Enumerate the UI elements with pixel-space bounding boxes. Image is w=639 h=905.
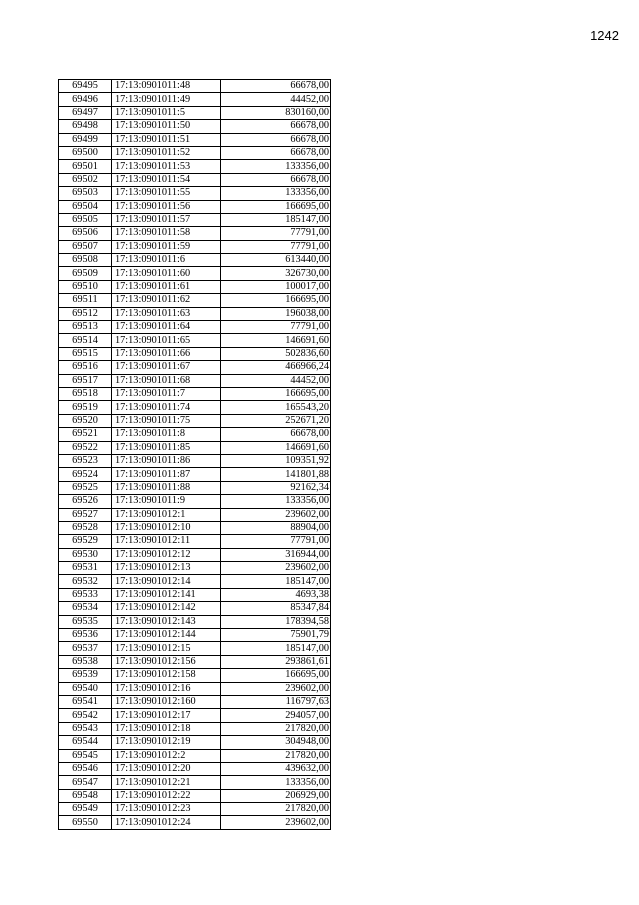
- cadastral-number-cell: 17:13:0901011:88: [112, 481, 221, 494]
- row-number-cell: 69527: [59, 508, 112, 521]
- table-row: [59, 575, 331, 588]
- cadastral-number-cell: 17:13:0901012:13: [112, 562, 221, 575]
- table-row: [59, 535, 331, 548]
- value-cell: 185147,00: [221, 642, 331, 655]
- value-cell: 166695,00: [221, 200, 331, 213]
- row-number-cell: 69512: [59, 307, 112, 320]
- table-row: [59, 508, 331, 521]
- cadastral-number-cell: 17:13:0901012:16: [112, 682, 221, 695]
- value-cell: 109351,92: [221, 454, 331, 467]
- cadastral-number-cell: 17:13:0901012:156: [112, 655, 221, 668]
- cadastral-number-cell: 17:13:0901012:158: [112, 669, 221, 682]
- table-row: [59, 441, 331, 454]
- cadastral-number-cell: 17:13:0901012:19: [112, 736, 221, 749]
- table-row: [59, 374, 331, 387]
- value-cell: 304948,00: [221, 736, 331, 749]
- table-row: [59, 736, 331, 749]
- cadastral-number-cell: 17:13:0901012:1: [112, 508, 221, 521]
- row-number-cell: 69542: [59, 709, 112, 722]
- value-cell: 66678,00: [221, 80, 331, 93]
- cadastral-number-cell: 17:13:0901011:49: [112, 93, 221, 106]
- cadastral-number-cell: 17:13:0901011:50: [112, 120, 221, 133]
- cadastral-number-cell: 17:13:0901012:22: [112, 789, 221, 802]
- table-row: [59, 562, 331, 575]
- table-row: [59, 280, 331, 293]
- table-row: [59, 521, 331, 534]
- cadastral-number-cell: 17:13:0901011:51: [112, 133, 221, 146]
- value-cell: 116797,63: [221, 695, 331, 708]
- row-number-cell: 69508: [59, 254, 112, 267]
- table-row: [59, 120, 331, 133]
- row-number-cell: 69511: [59, 294, 112, 307]
- table-row: [59, 106, 331, 119]
- row-number-cell: 69540: [59, 682, 112, 695]
- cadastral-number-cell: 17:13:0901012:20: [112, 762, 221, 775]
- value-cell: 316944,00: [221, 548, 331, 561]
- cadastral-number-cell: 17:13:0901011:64: [112, 321, 221, 334]
- row-number-cell: 69519: [59, 401, 112, 414]
- table-row: [59, 655, 331, 668]
- value-cell: 239602,00: [221, 816, 331, 829]
- value-cell: 44452,00: [221, 93, 331, 106]
- row-number-cell: 69496: [59, 93, 112, 106]
- value-cell: 133356,00: [221, 776, 331, 789]
- value-cell: 239602,00: [221, 508, 331, 521]
- row-number-cell: 69510: [59, 280, 112, 293]
- row-number-cell: 69517: [59, 374, 112, 387]
- table-row: [59, 93, 331, 106]
- value-cell: 66678,00: [221, 173, 331, 186]
- cadastral-number-cell: 17:13:0901011:63: [112, 307, 221, 320]
- cadastral-number-cell: 17:13:0901012:144: [112, 629, 221, 642]
- row-number-cell: 69547: [59, 776, 112, 789]
- value-cell: 185147,00: [221, 213, 331, 226]
- row-number-cell: 69534: [59, 602, 112, 615]
- row-number-cell: 69520: [59, 414, 112, 427]
- cadastral-number-cell: 17:13:0901012:21: [112, 776, 221, 789]
- table-row: [59, 213, 331, 226]
- cadastral-number-cell: 17:13:0901012:24: [112, 816, 221, 829]
- value-cell: 185147,00: [221, 575, 331, 588]
- table-row: [59, 294, 331, 307]
- row-number-cell: 69516: [59, 361, 112, 374]
- cadastral-number-cell: 17:13:0901011:67: [112, 361, 221, 374]
- cadastral-number-cell: 17:13:0901012:23: [112, 803, 221, 816]
- table-row: [59, 401, 331, 414]
- value-cell: 166695,00: [221, 387, 331, 400]
- value-cell: 466966,24: [221, 361, 331, 374]
- row-number-cell: 69535: [59, 615, 112, 628]
- value-cell: 196038,00: [221, 307, 331, 320]
- value-cell: 830160,00: [221, 106, 331, 119]
- row-number-cell: 69514: [59, 334, 112, 347]
- cadastral-table: [58, 79, 331, 830]
- value-cell: 293861,61: [221, 655, 331, 668]
- cadastral-number-cell: 17:13:0901012:11: [112, 535, 221, 548]
- cadastral-number-cell: 17:13:0901011:74: [112, 401, 221, 414]
- cadastral-number-cell: 17:13:0901011:57: [112, 213, 221, 226]
- value-cell: 85347,84: [221, 602, 331, 615]
- row-number-cell: 69550: [59, 816, 112, 829]
- value-cell: 166695,00: [221, 294, 331, 307]
- row-number-cell: 69548: [59, 789, 112, 802]
- row-number-cell: 69541: [59, 695, 112, 708]
- cadastral-number-cell: 17:13:0901011:65: [112, 334, 221, 347]
- value-cell: 77791,00: [221, 535, 331, 548]
- cadastral-number-cell: 17:13:0901011:56: [112, 200, 221, 213]
- cadastral-number-cell: 17:13:0901012:17: [112, 709, 221, 722]
- table-row: [59, 200, 331, 213]
- row-number-cell: 69507: [59, 240, 112, 253]
- value-cell: 239602,00: [221, 682, 331, 695]
- cadastral-number-cell: 17:13:0901011:48: [112, 80, 221, 93]
- table-row: [59, 160, 331, 173]
- cadastral-number-cell: 17:13:0901011:8: [112, 428, 221, 441]
- row-number-cell: 69498: [59, 120, 112, 133]
- value-cell: 133356,00: [221, 187, 331, 200]
- cadastral-number-cell: 17:13:0901011:60: [112, 267, 221, 280]
- table-row: [59, 642, 331, 655]
- table-row: [59, 588, 331, 601]
- value-cell: 178394,58: [221, 615, 331, 628]
- table-row: [59, 669, 331, 682]
- row-number-cell: 69525: [59, 481, 112, 494]
- table-row: [59, 776, 331, 789]
- table-row: [59, 240, 331, 253]
- value-cell: 326730,00: [221, 267, 331, 280]
- row-number-cell: 69543: [59, 722, 112, 735]
- value-cell: 77791,00: [221, 227, 331, 240]
- page-number: 1242: [590, 28, 619, 43]
- value-cell: 294057,00: [221, 709, 331, 722]
- row-number-cell: 69530: [59, 548, 112, 561]
- value-cell: 239602,00: [221, 562, 331, 575]
- table-row: [59, 615, 331, 628]
- cadastral-number-cell: 17:13:0901011:86: [112, 454, 221, 467]
- row-number-cell: 69537: [59, 642, 112, 655]
- row-number-cell: 69549: [59, 803, 112, 816]
- value-cell: 217820,00: [221, 722, 331, 735]
- cadastral-number-cell: 17:13:0901011:61: [112, 280, 221, 293]
- row-number-cell: 69502: [59, 173, 112, 186]
- table-row: [59, 187, 331, 200]
- cadastral-number-cell: 17:13:0901011:68: [112, 374, 221, 387]
- cadastral-number-cell: 17:13:0901011:66: [112, 347, 221, 360]
- table-row: [59, 481, 331, 494]
- cadastral-number-cell: 17:13:0901011:55: [112, 187, 221, 200]
- row-number-cell: 69500: [59, 146, 112, 159]
- row-number-cell: 69538: [59, 655, 112, 668]
- row-number-cell: 69528: [59, 521, 112, 534]
- table-row: [59, 495, 331, 508]
- table-row: [59, 454, 331, 467]
- row-number-cell: 69546: [59, 762, 112, 775]
- row-number-cell: 69513: [59, 321, 112, 334]
- value-cell: 217820,00: [221, 749, 331, 762]
- cadastral-number-cell: 17:13:0901011:6: [112, 254, 221, 267]
- table-row: [59, 146, 331, 159]
- value-cell: 217820,00: [221, 803, 331, 816]
- table-row: [59, 334, 331, 347]
- cadastral-number-cell: 17:13:0901011:75: [112, 414, 221, 427]
- value-cell: 92162,34: [221, 481, 331, 494]
- value-cell: 4693,38: [221, 588, 331, 601]
- value-cell: 206929,00: [221, 789, 331, 802]
- table-row: [59, 307, 331, 320]
- row-number-cell: 69522: [59, 441, 112, 454]
- value-cell: 44452,00: [221, 374, 331, 387]
- value-cell: 100017,00: [221, 280, 331, 293]
- cadastral-number-cell: 17:13:0901011:85: [112, 441, 221, 454]
- row-number-cell: 69536: [59, 629, 112, 642]
- table-row: [59, 387, 331, 400]
- value-cell: 77791,00: [221, 321, 331, 334]
- table-row: [59, 321, 331, 334]
- table-row: [59, 414, 331, 427]
- cadastral-number-cell: 17:13:0901011:53: [112, 160, 221, 173]
- cadastral-number-cell: 17:13:0901011:62: [112, 294, 221, 307]
- cadastral-number-cell: 17:13:0901011:87: [112, 468, 221, 481]
- value-cell: 146691,60: [221, 334, 331, 347]
- table-row: [59, 695, 331, 708]
- cadastral-number-cell: 17:13:0901012:2: [112, 749, 221, 762]
- row-number-cell: 69506: [59, 227, 112, 240]
- cadastral-number-cell: 17:13:0901011:59: [112, 240, 221, 253]
- row-number-cell: 69497: [59, 106, 112, 119]
- value-cell: 66678,00: [221, 133, 331, 146]
- row-number-cell: 69499: [59, 133, 112, 146]
- cadastral-number-cell: 17:13:0901012:15: [112, 642, 221, 655]
- row-number-cell: 69515: [59, 347, 112, 360]
- row-number-cell: 69504: [59, 200, 112, 213]
- cadastral-number-cell: 17:13:0901012:160: [112, 695, 221, 708]
- cadastral-number-cell: 17:13:0901012:14: [112, 575, 221, 588]
- row-number-cell: 69518: [59, 387, 112, 400]
- table-row: [59, 80, 331, 93]
- cadastral-number-cell: 17:13:0901011:7: [112, 387, 221, 400]
- cadastral-number-cell: 17:13:0901012:12: [112, 548, 221, 561]
- table-row: [59, 816, 331, 829]
- table-row: [59, 173, 331, 186]
- cadastral-number-cell: 17:13:0901012:143: [112, 615, 221, 628]
- table-row: [59, 254, 331, 267]
- row-number-cell: 69531: [59, 562, 112, 575]
- row-number-cell: 69526: [59, 495, 112, 508]
- cadastral-number-cell: 17:13:0901011:5: [112, 106, 221, 119]
- row-number-cell: 69501: [59, 160, 112, 173]
- table-row: [59, 548, 331, 561]
- table-row: [59, 749, 331, 762]
- row-number-cell: 69495: [59, 80, 112, 93]
- table-row: [59, 347, 331, 360]
- cadastral-number-cell: 17:13:0901011:54: [112, 173, 221, 186]
- cadastral-number-cell: 17:13:0901011:9: [112, 495, 221, 508]
- cadastral-number-cell: 17:13:0901011:58: [112, 227, 221, 240]
- cadastral-number-cell: 17:13:0901011:52: [112, 146, 221, 159]
- value-cell: 75901,79: [221, 629, 331, 642]
- row-number-cell: 69521: [59, 428, 112, 441]
- row-number-cell: 69533: [59, 588, 112, 601]
- table-row: [59, 722, 331, 735]
- value-cell: 166695,00: [221, 669, 331, 682]
- table-row: [59, 629, 331, 642]
- table-row: [59, 602, 331, 615]
- table-row: [59, 428, 331, 441]
- row-number-cell: 69544: [59, 736, 112, 749]
- row-number-cell: 69509: [59, 267, 112, 280]
- row-number-cell: 69523: [59, 454, 112, 467]
- table-row: [59, 803, 331, 816]
- value-cell: 613440,00: [221, 254, 331, 267]
- value-cell: 439632,00: [221, 762, 331, 775]
- cadastral-number-cell: 17:13:0901012:141: [112, 588, 221, 601]
- row-number-cell: 69532: [59, 575, 112, 588]
- table-body: [59, 80, 331, 830]
- row-number-cell: 69505: [59, 213, 112, 226]
- row-number-cell: 69529: [59, 535, 112, 548]
- table-row: [59, 789, 331, 802]
- value-cell: 133356,00: [221, 160, 331, 173]
- value-cell: 502836,60: [221, 347, 331, 360]
- value-cell: 165543,20: [221, 401, 331, 414]
- value-cell: 133356,00: [221, 495, 331, 508]
- cadastral-number-cell: 17:13:0901012:10: [112, 521, 221, 534]
- row-number-cell: 69545: [59, 749, 112, 762]
- row-number-cell: 69503: [59, 187, 112, 200]
- value-cell: 88904,00: [221, 521, 331, 534]
- table-row: [59, 267, 331, 280]
- value-cell: 66678,00: [221, 120, 331, 133]
- value-cell: 141801,88: [221, 468, 331, 481]
- table-row: [59, 682, 331, 695]
- row-number-cell: 69539: [59, 669, 112, 682]
- value-cell: 66678,00: [221, 428, 331, 441]
- cadastral-number-cell: 17:13:0901012:142: [112, 602, 221, 615]
- row-number-cell: 69524: [59, 468, 112, 481]
- value-cell: 146691,60: [221, 441, 331, 454]
- table-row: [59, 133, 331, 146]
- value-cell: 66678,00: [221, 146, 331, 159]
- table-row: [59, 762, 331, 775]
- table-row: [59, 468, 331, 481]
- value-cell: 77791,00: [221, 240, 331, 253]
- table-row: [59, 361, 331, 374]
- value-cell: 252671,20: [221, 414, 331, 427]
- cadastral-number-cell: 17:13:0901012:18: [112, 722, 221, 735]
- table-row: [59, 227, 331, 240]
- table-row: [59, 709, 331, 722]
